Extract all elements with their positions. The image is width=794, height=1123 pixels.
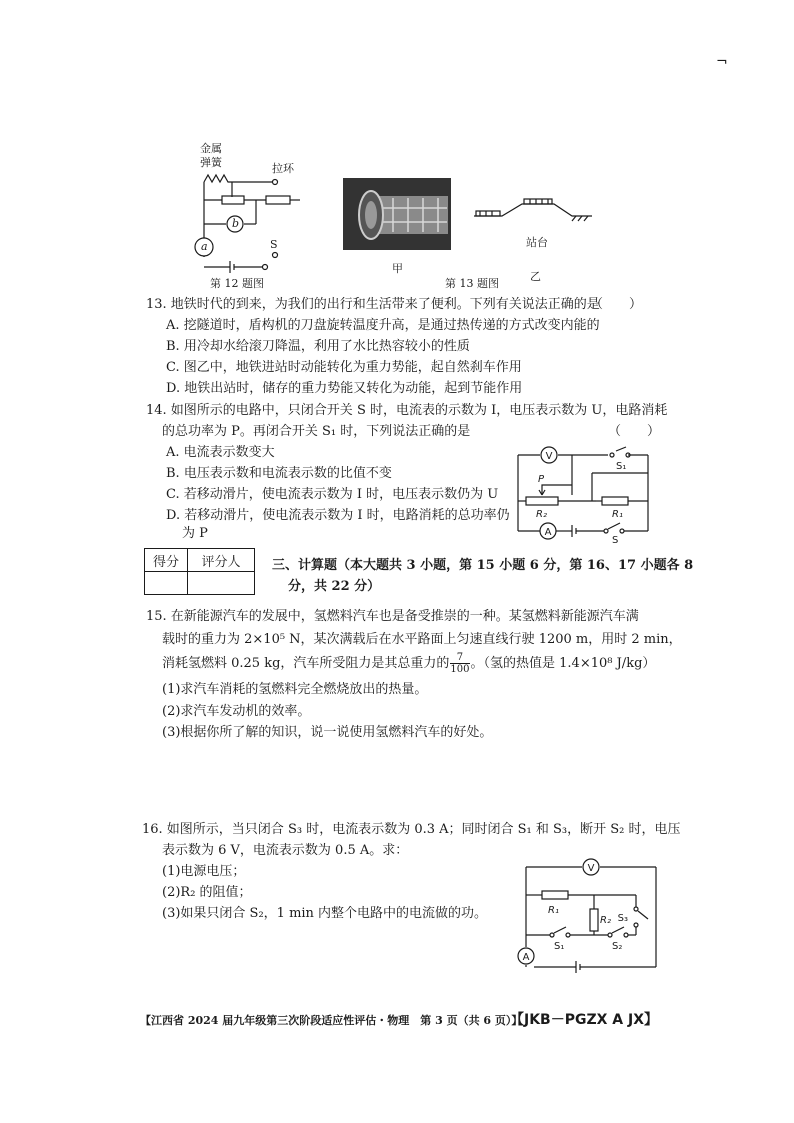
q14-slider-p-label: P xyxy=(538,474,545,485)
corner-mark: ¬ xyxy=(716,54,728,70)
q13-option-d: D. 地铁出站时，储存的重力势能又转化为动能，起到节能作用 xyxy=(166,381,523,396)
q16-circuit-svg xyxy=(516,855,662,977)
q14-stem-line2: 的总功率为 P。再闭合开关 S₁ 时，下列说法正确的是 xyxy=(162,424,471,439)
q15-sub1: (1)求汽车消耗的氢燃料完全燃烧放出的热量。 xyxy=(162,682,428,697)
figure-12 xyxy=(190,142,310,277)
q14-circuit-diagram xyxy=(516,443,656,543)
q15-fraction xyxy=(450,652,469,675)
track-profile xyxy=(472,196,594,226)
q15-line3-b: 。（氢的热值是 1.4×10⁸ J/kg） xyxy=(470,656,656,671)
score-header: 得分 xyxy=(145,549,188,572)
fig12-spring-label-2: 弹簧 xyxy=(200,156,222,169)
score-box xyxy=(144,548,255,595)
q16-r1-label: R₁ xyxy=(548,905,559,916)
footer-right: 【JKB－PGZX A JX】 xyxy=(510,1012,659,1028)
q16-ammeter-label: A xyxy=(522,952,530,963)
fig13-caption: 第 13 题图 xyxy=(445,277,499,290)
q16-line1: 16. 如图所示，当只闭合 S₃ 时，电流表示数为 0.3 A；同时闭合 S₁ 和 S₃，断开 S₂ 时，电压 xyxy=(142,822,681,837)
q14-r2-label: R₂ xyxy=(536,509,547,520)
q16-s3-label: S₃ xyxy=(617,913,628,924)
q14-option-b: B. 电压表示数和电流表示数的比值不变 xyxy=(166,466,392,481)
fig12-switch-label: S xyxy=(270,238,278,251)
q15-sub2: (2)求汽车发动机的效率。 xyxy=(162,704,311,719)
fig12-caption: 第 12 题图 xyxy=(210,277,264,290)
q14-r1-label: R₁ xyxy=(612,509,623,520)
q14-voltmeter-label: V xyxy=(545,451,553,462)
fig13-tunnel-boring-machine-photo xyxy=(343,178,451,250)
q16-sub2: (2)R₂ 的阻值； xyxy=(162,885,252,900)
q15-sub3: (3)根据你所了解的知识，说一说使用氢燃料汽车的好处。 xyxy=(162,725,493,740)
q14-answer-paren: （ ） xyxy=(608,424,661,439)
q14-s1-label: S₁ xyxy=(616,461,627,472)
q13-option-a: A. 挖隧道时，盾构机的刀盘旋转温度升高，是通过热传递的方式改变内能的 xyxy=(166,318,600,333)
q14-s-label: S xyxy=(612,535,619,543)
q13-option-b: B. 用冷却水给滚刀降温，利用了水比热容较小的性质 xyxy=(166,339,470,354)
fig13-station-track-diagram xyxy=(472,196,594,226)
q15-line3-a: 消耗氢燃料 0.25 kg，汽车所受阻力是其总重力的 xyxy=(162,656,450,671)
q14-option-d-line2: 为 P xyxy=(182,526,208,541)
q13-stem: 13. 地铁时代的到来，为我们的出行和生活带来了便利。下列有关说法正确的是 xyxy=(146,297,600,312)
q15-line3 xyxy=(162,652,655,675)
fig13-label-jia: 甲 xyxy=(392,262,403,275)
footer-left: 【江西省 2024 届九年级第三次阶段适应性评估・物理 第 3 页（共 6 页）】 xyxy=(140,1014,523,1027)
q16-s1-label: S₁ xyxy=(554,941,565,952)
q16-circuit-diagram xyxy=(516,855,662,977)
q13-option-c: C. 图乙中，地铁进站时动能转化为重力势能，起自然刹车作用 xyxy=(166,360,522,375)
q14-stem-line1: 14. 如图所示的电路中，只闭合开关 S 时，电流表的示数为 I，电压表示数为 U，电路消耗 xyxy=(146,403,668,418)
grader-cell[interactable] xyxy=(188,572,255,595)
q14-option-d-line1: D. 若移动滑片，使电流表示数为 I 时，电路消耗的总功率仍 xyxy=(166,508,510,523)
section3-title-line2: 分，共 22 分） xyxy=(288,579,381,594)
q14-option-c: C. 若移动滑片，使电流表示数为 I 时，电压表示数仍为 U xyxy=(166,487,499,502)
tbm-illustration xyxy=(343,178,451,250)
q14-option-a: A. 电流表示数变大 xyxy=(166,445,275,460)
q15-line1: 15. 在新能源汽车的发展中，氢燃料汽车也是备受推崇的一种。某氢燃料新能源汽车满 xyxy=(146,609,639,624)
q16-r2-label: R₂ xyxy=(600,915,611,926)
q15-frac-num: 7 xyxy=(450,652,469,664)
fig12-pull-ring-label: 拉环 xyxy=(272,162,294,175)
q14-circuit-svg xyxy=(516,443,656,543)
q16-s2-label: S₂ xyxy=(612,941,623,952)
fig12-spring-label-1: 金属 xyxy=(200,142,222,155)
score-cell[interactable] xyxy=(145,572,188,595)
fig12-meter-b-label: b xyxy=(232,217,240,230)
q16-sub1: (1)电源电压； xyxy=(162,864,246,879)
fig13-label-yi: 乙 xyxy=(530,270,541,283)
section3-title-line1: 三、计算题（本大题共 3 小题，第 15 小题 6 分，第 16、17 小题各 8 xyxy=(272,558,694,573)
q16-sub3: (3)如果只闭合 S₂，1 min 内整个电路中的电流做的功。 xyxy=(162,906,488,921)
q14-ammeter-label: A xyxy=(544,527,552,538)
q13-answer-paren: （ ） xyxy=(590,297,643,312)
q16-voltmeter-label: V xyxy=(587,863,595,874)
fig12-circuit-diagram xyxy=(190,142,310,277)
fig12-meter-a-label: a xyxy=(201,240,208,253)
q16-line2: 表示数为 6 V，电流表示数为 0.5 A。求： xyxy=(162,843,409,858)
grader-header: 评分人 xyxy=(188,549,255,572)
fig13-station-label: 站台 xyxy=(526,236,548,249)
q15-frac-den: 100 xyxy=(450,664,470,675)
q15-line2: 载时的重力为 2×10⁵ N，某次满载后在水平路面上匀速直线行驶 1200 m，用时 2 min， xyxy=(162,632,682,647)
